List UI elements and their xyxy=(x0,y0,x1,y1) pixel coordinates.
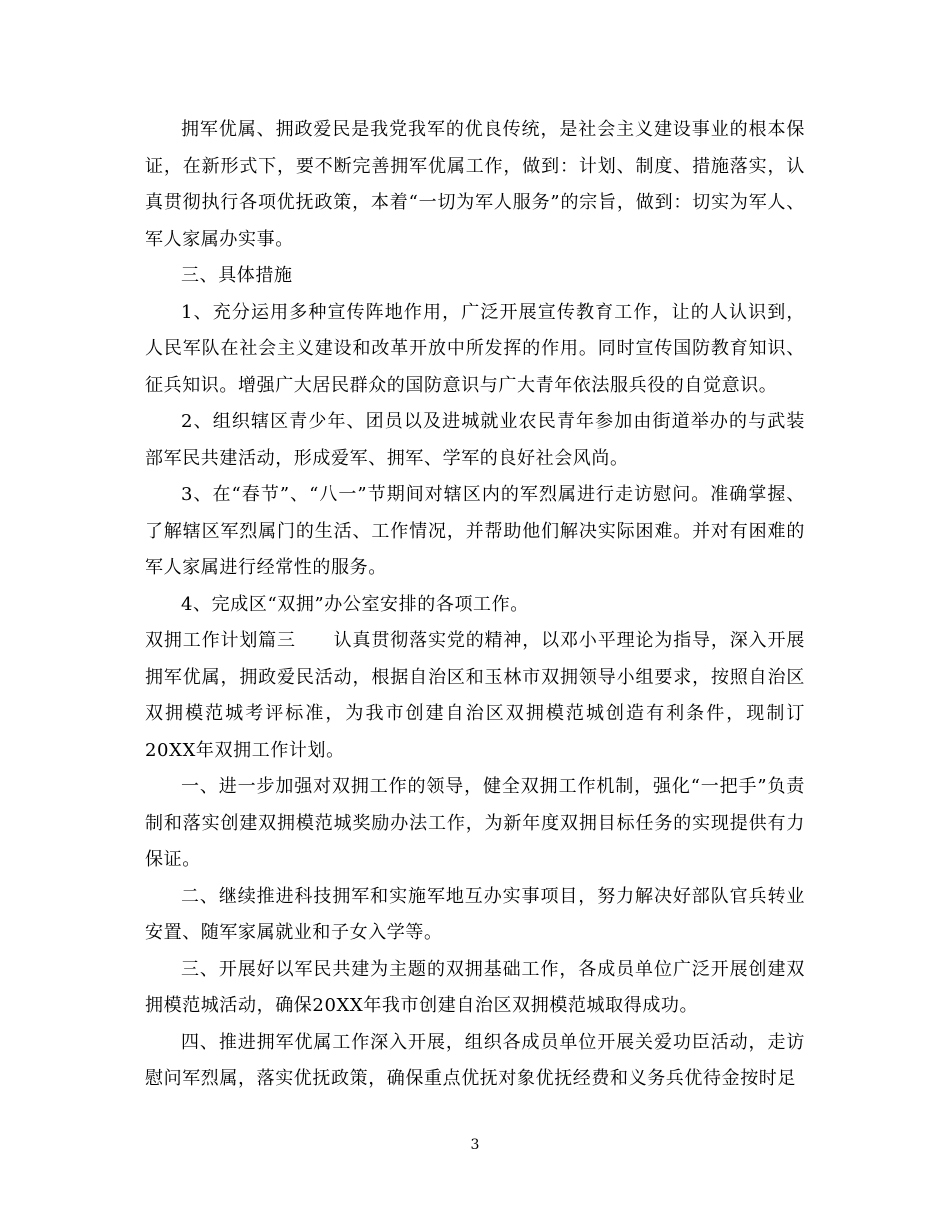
paragraph: 双拥工作计划篇三 认真贯彻落实党的精神，以邓小平理论为指导，深入开展拥军优属，拥政爱民活动，根据自治区和玉林市双拥领导小组要求，按照自治区双拥模范城考评标准，为我市创建自治区双拥模范城创造有利条件，现制订20XX年双拥工作计划。 xyxy=(145,630,805,761)
section-heading: 三、具体措施 xyxy=(181,265,293,286)
paragraph: 二、继续推进科技拥军和实施军地互办实事项目，努力解决好部队官兵转业安置、随军家属就业和子女入学等。 xyxy=(145,885,805,943)
paragraph: 一、进一步加强对双拥工作的领导，健全双拥工作机制，强化“一把手”负责制和落实创建双拥模范城奖励办法工作，为新年度双拥目标任务的实现提供有力保证。 xyxy=(145,776,805,870)
paragraph: 4、完成区“双拥”办公室安排的各项工作。 xyxy=(181,593,529,615)
paragraph: 三、开展好以军民共建为主题的双拥基础工作，各成员单位广泛开展创建双拥模范城活动，确保20XX年我市创建自治区双拥模范城取得成功。 xyxy=(145,958,805,1016)
document-body xyxy=(145,112,805,1098)
paragraph: 四、推进拥军优属工作深入开展，组织各成员单位开展关爱功臣活动，走访慰问军烈属，落实优抚政策，确保重点优抚对象优抚经费和义务兵优待金按时足 xyxy=(145,1031,805,1089)
paragraph: 拥军优属、拥政爱民是我党我军的优良传统，是社会主义建设事业的根本保证，在新形式下，要不断完善拥军优属工作，做到：计划、制度、措施落实，认真贯彻执行各项优抚政策，本着“一切为军人服务”的宗旨，做到：切实为军人、军人家属办实事。 xyxy=(145,119,805,250)
page-number: 3 xyxy=(470,1137,480,1153)
paragraph: 1、充分运用多种宣传阵地作用，广泛开展宣传教育工作，让的人认识到，人民军队在社会主义建设和改革开放中所发挥的作用。同时宣传国防教育知识、征兵知识。增强广大居民群众的国防意识与广大青年依法服兵役的自觉意识。 xyxy=(145,301,805,396)
paragraph: 2、组织辖区青少年、团员以及进城就业农民青年参加由街道举办的与武装部军民共建活动，形成爱军、拥军、学军的良好社会风尚。 xyxy=(145,411,805,469)
paragraph: 3、在“春节”、“八一”节期间对辖区内的军烈属进行走访慰问。准确掌握、了解辖区军烈属门的生活、工作情况，并帮助他们解决实际困难。并对有困难的军人家属进行经常性的服务。 xyxy=(145,484,805,578)
